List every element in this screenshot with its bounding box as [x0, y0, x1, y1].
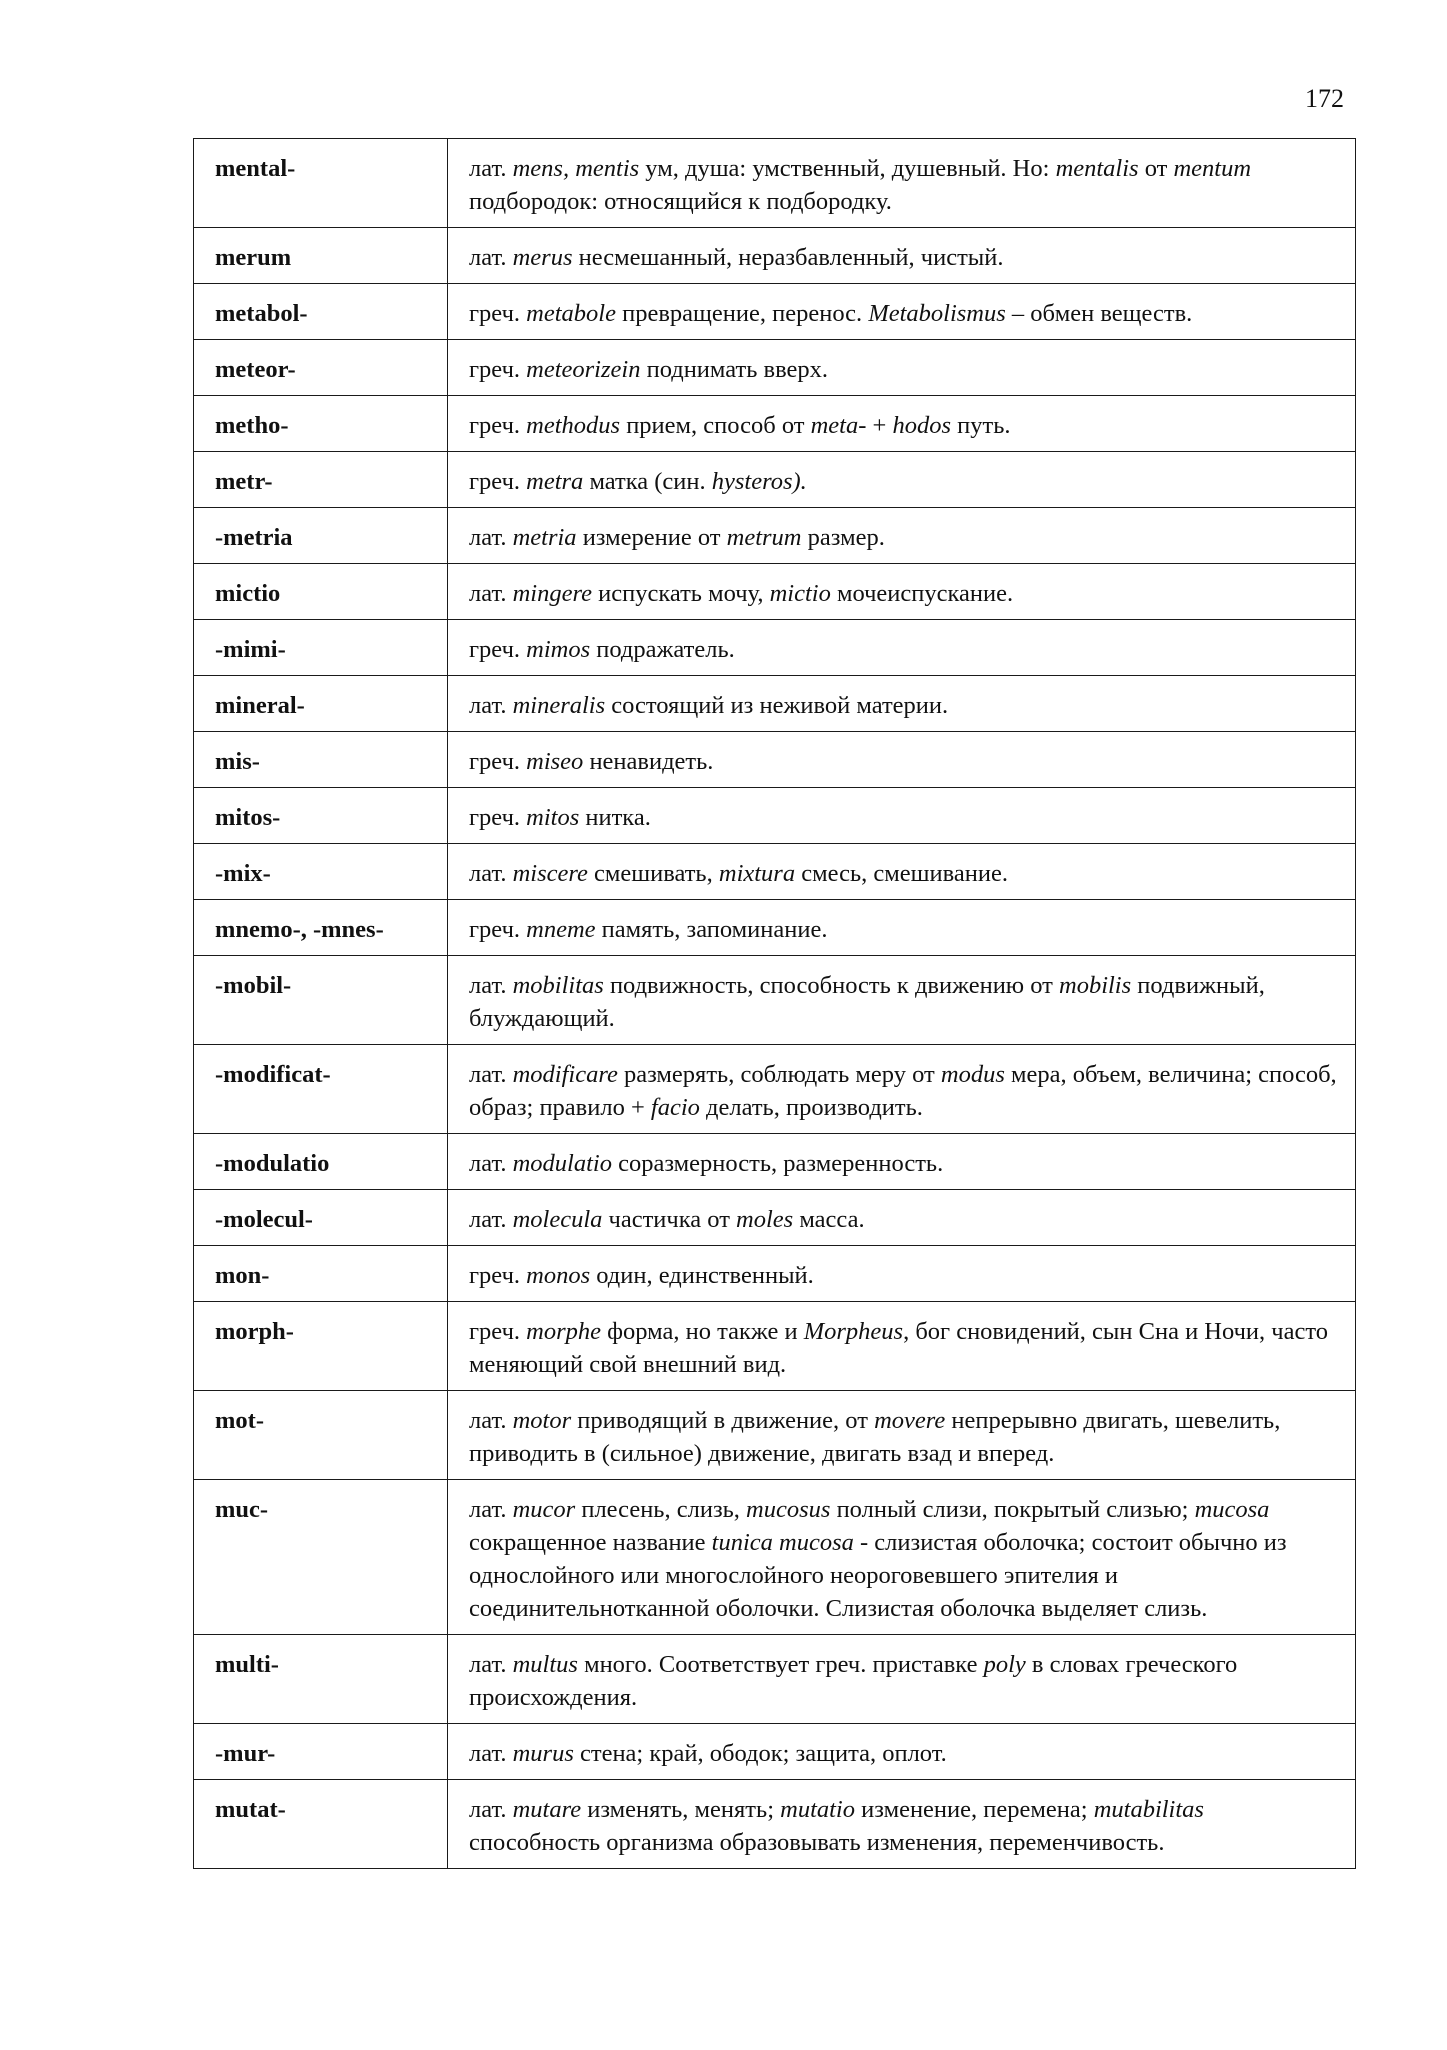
- term-cell: -metria: [194, 508, 448, 564]
- definition-cell: [448, 228, 1356, 284]
- definition-italic-segment: mneme: [526, 916, 596, 943]
- definition-segment: смешивать,: [587, 860, 719, 887]
- definition-segment: матка (син.: [583, 468, 712, 495]
- definition-italic-segment: mixtura: [718, 860, 796, 887]
- table-row: [194, 1391, 1356, 1480]
- definition-italic-segment: monos: [526, 1262, 591, 1289]
- definition-cell: [448, 284, 1356, 340]
- definition-segment: масса.: [793, 1206, 865, 1233]
- definition-italic-segment: metabole: [526, 300, 616, 327]
- table-row: [194, 228, 1356, 284]
- definition-italic-segment: molecula: [512, 1206, 603, 1233]
- definition-cell: [448, 620, 1356, 676]
- definition-segment: греч.: [469, 468, 527, 495]
- term-cell: meteor-: [194, 340, 448, 396]
- definition-italic-segment: meteorizein: [526, 356, 641, 383]
- definition-segment: лат.: [469, 860, 513, 887]
- definition-italic-segment: Morpheus: [803, 1318, 904, 1345]
- definition-cell: [448, 1780, 1356, 1869]
- definition-segment: лат.: [469, 1651, 513, 1678]
- definition-italic-segment: meta-: [810, 412, 867, 439]
- term-cell: -mobil-: [194, 956, 448, 1045]
- table-row: [194, 1780, 1356, 1869]
- definition-segment: греч.: [469, 356, 527, 383]
- definition-segment: лат.: [469, 580, 513, 607]
- definition-segment: превращение, перенос.: [615, 300, 869, 327]
- table-row: [194, 900, 1356, 956]
- table-row: [194, 620, 1356, 676]
- table-row: [194, 452, 1356, 508]
- table-row: [194, 844, 1356, 900]
- definition-italic-segment: moles: [736, 1206, 794, 1233]
- table-row: [194, 732, 1356, 788]
- definition-segment: несмешанный, неразбавленный, чистый.: [572, 244, 1004, 271]
- term-cell: merum: [194, 228, 448, 284]
- definition-italic-segment: mentalis: [1055, 155, 1139, 182]
- definition-italic-segment: mutabilitas: [1093, 1796, 1204, 1823]
- term-cell: mictio: [194, 564, 448, 620]
- definition-segment: лат.: [469, 1407, 513, 1434]
- definition-segment: - слизистая оболочка; состоит обычно из однослойного или многослойного неороговевшего эпителия и соединительнотканной оболочки. Слизистая оболочка выделяет слизь.: [469, 1529, 1287, 1622]
- definition-segment: от: [1138, 155, 1174, 182]
- table-row: [194, 1480, 1356, 1635]
- definition-italic-segment: movere: [874, 1407, 946, 1434]
- definition-italic-segment: mobilitas: [512, 972, 604, 999]
- definition-italic-segment: multus: [512, 1651, 578, 1678]
- table-row: [194, 1724, 1356, 1780]
- definition-cell: [448, 1391, 1356, 1480]
- definition-segment: много. Соответствует греч. приставке: [577, 1651, 984, 1678]
- definition-segment: ум, душа: умственный, душевный. Но:: [639, 155, 1056, 182]
- definition-italic-segment: mucor: [512, 1496, 576, 1523]
- definition-italic-segment: mentum: [1173, 155, 1252, 182]
- definition-segment: подвижный, блуждающий.: [469, 972, 1265, 1032]
- definition-cell: [448, 900, 1356, 956]
- table-row: [194, 139, 1356, 228]
- definition-cell: [448, 396, 1356, 452]
- definition-segment: плесень, слизь,: [575, 1496, 747, 1523]
- term-cell: -mimi-: [194, 620, 448, 676]
- page-number: 172: [1305, 84, 1344, 113]
- definition-italic-segment: hysteros).: [711, 468, 807, 495]
- glossary-table: [193, 138, 1356, 1869]
- table-row: [194, 676, 1356, 732]
- table-row: [194, 396, 1356, 452]
- definition-cell: [448, 340, 1356, 396]
- definition-segment: размер.: [801, 524, 885, 551]
- definition-segment: в словах греческого происхождения.: [469, 1651, 1238, 1711]
- table-row: [194, 1045, 1356, 1134]
- definition-segment: греч.: [469, 412, 527, 439]
- term-cell: mot-: [194, 1391, 448, 1480]
- definition-segment: один, единственный.: [590, 1262, 814, 1289]
- definition-italic-segment: miseo: [526, 748, 584, 775]
- definition-segment: лат.: [469, 1206, 513, 1233]
- definition-segment: греч.: [469, 1318, 527, 1345]
- term-cell: metabol-: [194, 284, 448, 340]
- definition-segment: , бог сновидений, сын Сна и Ночи, часто меняющий свой внешний вид.: [469, 1318, 1328, 1378]
- definition-segment: мера, объем, величина; способ, образ; правило +: [469, 1061, 1337, 1121]
- definition-cell: [448, 788, 1356, 844]
- definition-segment: лат.: [469, 1150, 513, 1177]
- definition-cell: [448, 508, 1356, 564]
- definition-italic-segment: modus: [940, 1061, 1005, 1088]
- definition-cell: [448, 1045, 1356, 1134]
- definition-cell: [448, 1635, 1356, 1724]
- definition-segment: ненавидеть.: [583, 748, 714, 775]
- definition-italic-segment: poly: [983, 1651, 1026, 1678]
- definition-segment: греч.: [469, 916, 527, 943]
- definition-segment: изменение, перемена;: [855, 1796, 1094, 1823]
- definition-cell: [448, 1246, 1356, 1302]
- definition-italic-segment: mingere: [512, 580, 592, 607]
- term-cell: morph-: [194, 1302, 448, 1391]
- definition-italic-segment: mobilis: [1059, 972, 1132, 999]
- table-row: [194, 1246, 1356, 1302]
- definition-italic-segment: mutatio: [780, 1796, 855, 1823]
- definition-italic-segment: metria: [512, 524, 577, 551]
- table-row: [194, 508, 1356, 564]
- definition-segment: прием, способ от: [620, 412, 811, 439]
- table-row: [194, 1635, 1356, 1724]
- table-row: [194, 1190, 1356, 1246]
- definition-segment: мочеиспускание.: [830, 580, 1014, 607]
- definition-segment: память, запоминание.: [595, 916, 828, 943]
- term-cell: -mix-: [194, 844, 448, 900]
- definition-cell: [448, 676, 1356, 732]
- definition-segment: греч.: [469, 636, 527, 663]
- term-cell: -mur-: [194, 1724, 448, 1780]
- term-cell: mineral-: [194, 676, 448, 732]
- definition-segment: приводящий в движение, от: [571, 1407, 875, 1434]
- term-cell: mnemo-, -mnes-: [194, 900, 448, 956]
- definition-italic-segment: mineralis: [512, 692, 606, 719]
- definition-italic-segment: mimos: [526, 636, 591, 663]
- table-row: [194, 340, 1356, 396]
- definition-italic-segment: mucosus: [746, 1496, 831, 1523]
- definition-segment: лат.: [469, 524, 513, 551]
- definition-segment: подвижность, способность к движению от: [603, 972, 1059, 999]
- definition-segment: лат.: [469, 155, 513, 182]
- definition-segment: греч.: [469, 748, 527, 775]
- definition-cell: [448, 1190, 1356, 1246]
- term-cell: multi-: [194, 1635, 448, 1724]
- definition-segment: делать, производить.: [699, 1094, 923, 1121]
- term-cell: mon-: [194, 1246, 448, 1302]
- definition-segment: размерять, соблюдать меру от: [617, 1061, 941, 1088]
- term-cell: -modulatio: [194, 1134, 448, 1190]
- definition-italic-segment: mens, mentis: [512, 155, 640, 182]
- definition-cell: [448, 956, 1356, 1045]
- definition-italic-segment: modificare: [512, 1061, 618, 1088]
- definition-segment: греч.: [469, 1262, 527, 1289]
- definition-italic-segment: motor: [512, 1407, 572, 1434]
- term-cell: mutat-: [194, 1780, 448, 1869]
- definition-cell: [448, 564, 1356, 620]
- definition-segment: полный слизи, покрытый слизью;: [830, 1496, 1195, 1523]
- definition-segment: лат.: [469, 244, 513, 271]
- definition-italic-segment: miscere: [512, 860, 588, 887]
- definition-segment: греч.: [469, 804, 527, 831]
- table-row: [194, 564, 1356, 620]
- definition-segment: частичка от: [602, 1206, 737, 1233]
- glossary-body: [194, 139, 1356, 1869]
- definition-italic-segment: metra: [526, 468, 584, 495]
- term-cell: mitos-: [194, 788, 448, 844]
- table-row: [194, 956, 1356, 1045]
- definition-segment: – обмен веществ.: [1005, 300, 1193, 327]
- definition-italic-segment: merus: [512, 244, 573, 271]
- definition-cell: [448, 844, 1356, 900]
- definition-segment: испускать мочу,: [591, 580, 770, 607]
- definition-segment: греч.: [469, 300, 527, 327]
- definition-segment: поднимать вверх.: [640, 356, 828, 383]
- definition-italic-segment: murus: [512, 1740, 574, 1767]
- table-row: [194, 1134, 1356, 1190]
- definition-cell: [448, 139, 1356, 228]
- definition-segment: стена; край, ободок; защита, оплот.: [573, 1740, 947, 1767]
- definition-italic-segment: mucosa: [1194, 1496, 1270, 1523]
- definition-segment: измерение от: [576, 524, 727, 551]
- definition-italic-segment: mitos: [526, 804, 580, 831]
- definition-segment: лат.: [469, 1740, 513, 1767]
- term-cell: -molecul-: [194, 1190, 448, 1246]
- term-cell: metho-: [194, 396, 448, 452]
- definition-segment: подбородок: относящийся к подбородку.: [469, 188, 892, 215]
- table-row: [194, 284, 1356, 340]
- definition-segment: лат.: [469, 972, 513, 999]
- definition-cell: [448, 1480, 1356, 1635]
- definition-cell: [448, 452, 1356, 508]
- definition-segment: состоящий из неживой материи.: [605, 692, 949, 719]
- definition-segment: лат.: [469, 1496, 513, 1523]
- term-cell: metr-: [194, 452, 448, 508]
- definition-italic-segment: metrum: [726, 524, 802, 551]
- definition-cell: [448, 1134, 1356, 1190]
- definition-italic-segment: morphe: [526, 1318, 601, 1345]
- definition-italic-segment: facio: [650, 1094, 700, 1121]
- table-row: [194, 1302, 1356, 1391]
- table-row: [194, 788, 1356, 844]
- definition-segment: +: [866, 412, 893, 439]
- definition-segment: способность организма образовывать изменения, переменчивость.: [469, 1829, 1165, 1856]
- definition-segment: сокращенное название: [469, 1529, 712, 1556]
- definition-italic-segment: mictio: [769, 580, 831, 607]
- definition-segment: непрерывно двигать, шевелить, приводить в (сильное) движение, двигать взад и вперед.: [469, 1407, 1281, 1467]
- definition-segment: лат.: [469, 1061, 513, 1088]
- definition-segment: лат.: [469, 692, 513, 719]
- definition-italic-segment: mutare: [512, 1796, 582, 1823]
- definition-italic-segment: hodos: [892, 412, 952, 439]
- definition-cell: [448, 1724, 1356, 1780]
- definition-segment: форма, но также и: [601, 1318, 804, 1345]
- definition-segment: подражатель.: [590, 636, 735, 663]
- definition-italic-segment: tunica mucosa: [711, 1529, 854, 1556]
- term-cell: mental-: [194, 139, 448, 228]
- definition-italic-segment: modulatio: [512, 1150, 612, 1177]
- definition-segment: лат.: [469, 1796, 513, 1823]
- definition-cell: [448, 732, 1356, 788]
- definition-cell: [448, 1302, 1356, 1391]
- definition-segment: путь.: [951, 412, 1011, 439]
- definition-segment: смесь, смешивание.: [795, 860, 1008, 887]
- definition-segment: изменять, менять;: [581, 1796, 781, 1823]
- definition-italic-segment: Metabolismus: [868, 300, 1006, 327]
- term-cell: mis-: [194, 732, 448, 788]
- definition-segment: нитка.: [579, 804, 651, 831]
- definition-segment: соразмерность, размеренность.: [611, 1150, 944, 1177]
- term-cell: muc-: [194, 1480, 448, 1635]
- term-cell: -modificat-: [194, 1045, 448, 1134]
- definition-italic-segment: methodus: [526, 412, 621, 439]
